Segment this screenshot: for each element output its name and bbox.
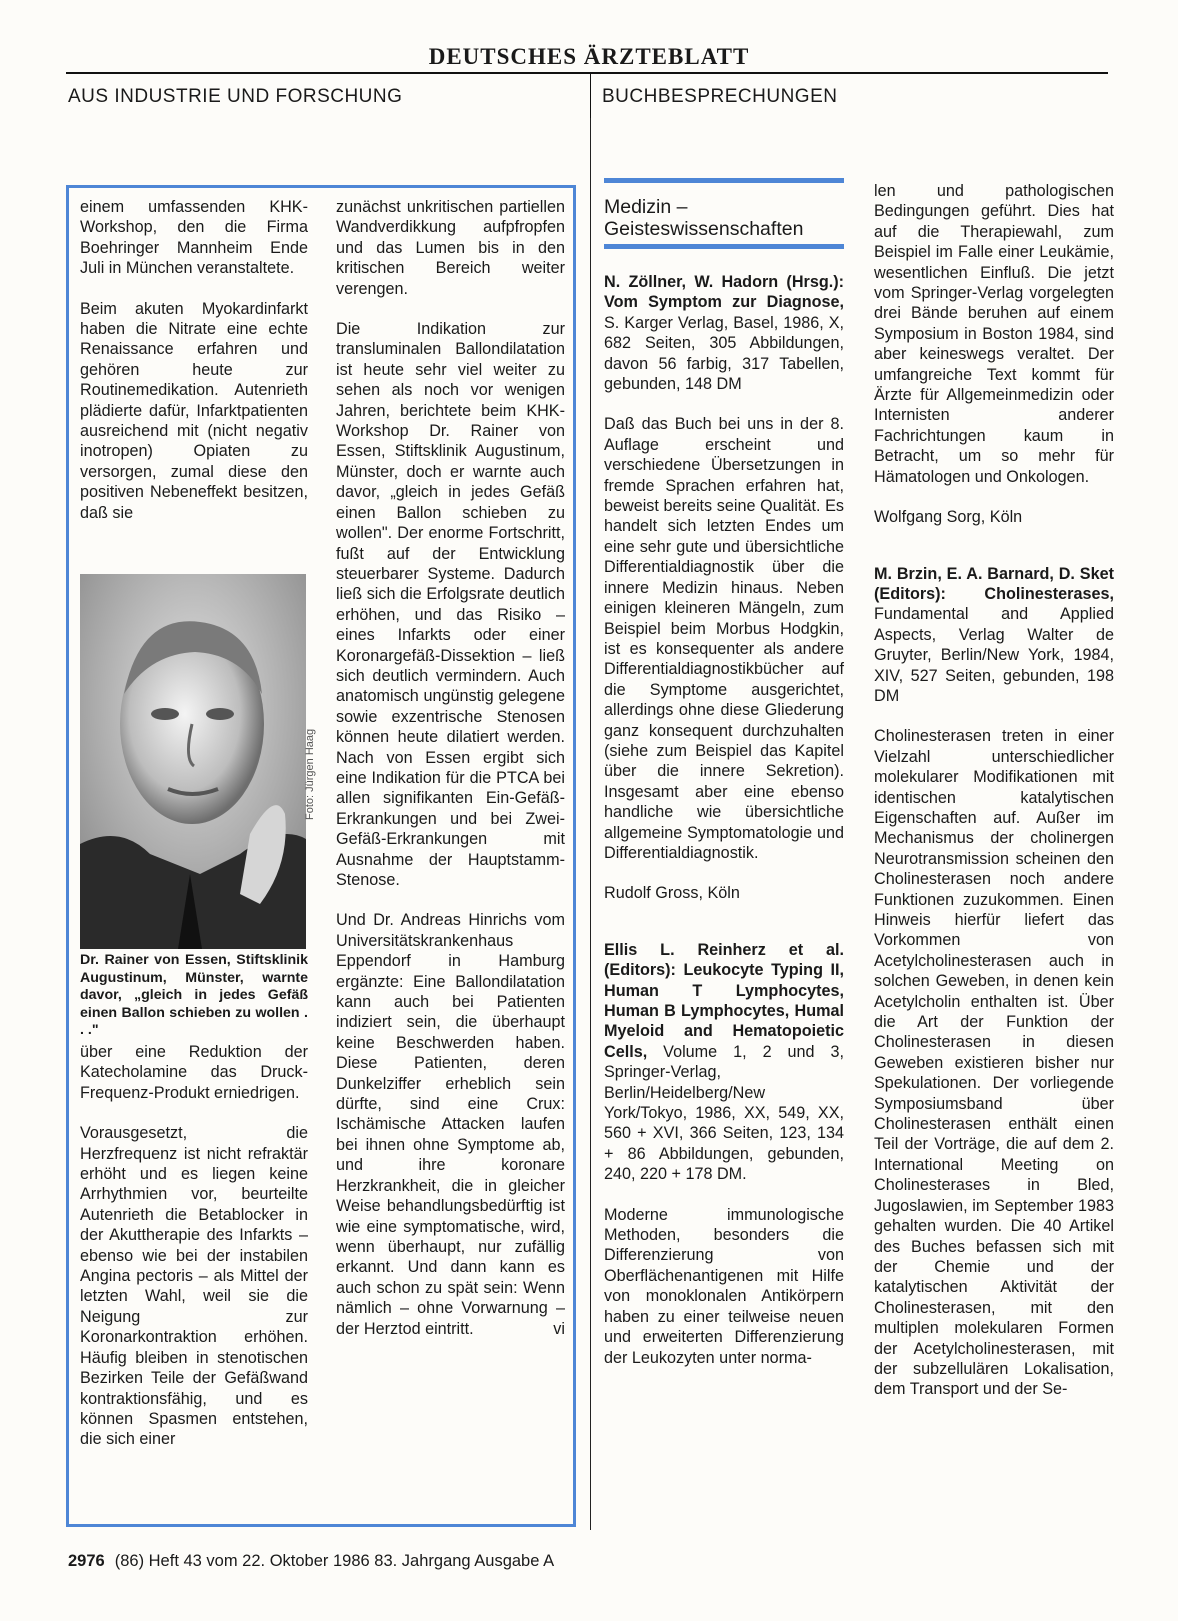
topic-bar-top: [604, 178, 844, 183]
paragraph: Vorausgesetzt, die Herzfrequenz ist nicht refraktär erhöht und es liegen keine Arrhythmien vor, beurteilte Autenrieth die Betablocker in der Akuttherapie des Infarkts – ebenso wie bei der instabilen Angina pectoris – als Mittel der letzten Wahl, weil sie die Neigung zur Koronarkontraktion erhöhen. Häufig bleiben in stenotischen Bezirken Teile der Gefäßwand kontraktionsfähig, und es können Spasmen entstehen, die sich einer: [80, 1124, 308, 1449]
issue-info: (86) Heft 43 vom 22. Oktober 1986 83. Jahrgang Ausgabe A: [114, 1552, 555, 1570]
review-column-4: [874, 181, 1114, 1420]
portrait-photo: [80, 574, 306, 949]
author-signoff: vi: [553, 1319, 565, 1338]
article-column-1-continued: [80, 1042, 308, 1470]
article-column-1: [80, 197, 308, 543]
book-meta: S. Karger Verlag, Basel, 1986, X, 682 Seiten, 305 Abbildungen, davon 56 farbig, 317 Tabellen, gebunden, 148 DM: [604, 313, 844, 394]
topic-heading: Medizin – Geisteswissenschaften: [604, 196, 804, 240]
review-text: len und pathologischen Bedingungen geführt. Dies hat auf die Therapiewahl, zum Beispiel im Falle einer Leukämie, wesentlichen Einfluß. Die jetzt vom Springer-Verlag vorgelegten drei Bände beruhen auf einem Symposium in Boston 1984, sind aber keineswegs veraltet. Der umfangreiche Text kommt für Ärzte für Allgemeinmedizin oder Internisten anderer Fachrichtungen kaum in Betracht, um so mehr für Hämatologen und Onkologen.: [874, 182, 1114, 486]
article-column-2: [336, 197, 565, 1339]
page-number: 2976: [68, 1552, 105, 1570]
section-title-right: BUCHBESPRECHUNGEN: [602, 86, 838, 107]
portrait-image: [80, 574, 306, 949]
header-rule: [66, 72, 1108, 74]
photo-caption: Dr. Rainer von Essen, Stiftsklinik Augustinum, Münster, warnte davor, „gleich in jedes Gefäß einen Ballon schieben zu wollen . . .": [80, 952, 308, 1038]
review-text: Moderne immunologische Methoden, besonders die Differenzierung von Oberflächenantigenen mit Hilfe von monoklonalen Antikörpern haben zu einer teilweise neuen und erweiterten Differenzierung der Leukozyten unter norma-: [604, 1205, 844, 1367]
header-divider: [590, 74, 591, 118]
page-footer: [68, 1552, 554, 1571]
review-text: Daß das Buch bei uns in der 8. Auflage erscheint und verschiedene Übersetzungen in fremde Sprachen erfahren hat, beweist bereits seine Qualität. Es handelt sich letzten Endes um eine sehr gute und übersichtliche Differentialdiagnostik über die innere Medizin hinaus. Neben einigen kleineren Mängeln, zum Beispiel beim Morbus Hodgkin, ist es konsequenter als andere Differentialdiagnostikbücher auf die Symptome ausgerichtet, allerdings ohne diese Gliederung ganz konsequent durchzuhalten (siehe zum Beispiel das Kapitel über die innere Sekretion). Insgesamt aber eine ebenso handliche wie übersichtliche allgemeine Symptomatologie und Differentialdiagnostik.: [604, 415, 844, 862]
book-title: Ellis L. Reinherz et al. (Editors): Leukocyte Typing II, Human T Lymphocytes, Human B Lymphocytes, Humal Myeloid and Hematopoietic Cells,: [604, 940, 844, 1061]
book-title: M. Brzin, E. A. Barnard, D. Sket (Editors): Cholinesterases,: [874, 564, 1114, 603]
book-meta: Volume 1, 2 und 3, Springer-Verlag, Berlin/Heidelberg/New York/Tokyo, 1986, XX, 549, XX, 560 + XVI, 366 Seiten, 123, 134 + 86 Abbildungen, gebunden, 240, 220 + 178 DM.: [604, 1042, 844, 1184]
masthead: DEUTSCHES ÄRZTEBLATT: [428, 44, 750, 69]
paragraph: [336, 910, 565, 1339]
photo-credit: Foto: Jürgen Haag: [304, 728, 316, 820]
book-meta: Fundamental and Applied Aspects, Verlag Walter de Gruyter, Berlin/New York, 1984, XIV, 527 Seiten, gebunden, 198 DM: [874, 605, 1114, 705]
paragraph: über eine Reduktion der Katecholamine das Druck-Frequenz-Produkt erniedrigen.: [80, 1043, 308, 1102]
reviewer: Rudolf Gross, Köln: [604, 884, 740, 903]
book-citation: [604, 940, 844, 1185]
paragraph: zunächst unkritischen partiellen Wandverdikkung aufpfropfen und das Lumen bis in den kritischen Bereich weiter verengen.: [336, 198, 565, 298]
book-citation: [604, 272, 844, 394]
column-divider: [590, 118, 591, 1530]
book-citation: [874, 564, 1114, 707]
paragraph-text: Und Dr. Andreas Hinrichs vom Universitätskrankenhaus Eppendorf in Hamburg ergänzte: Eine Ballondilatation kann auch bei Patienten indiziert sein, die überhaupt keine Beschwerden haben. Diese Patienten, deren Dunkelziffer erheblich sein dürfte, sind eine Crux: Ischämische Attacken laufen bei ihnen ohne Symptome ab, und ihre koronare Herzkrankheit, die in gleicher Weise behandlungsbedürftig ist wie eine symptomatische, wird, wenn überhaupt, nur zufällig erkannt. Und dann kann es auch schon zu spät sein: Wenn nämlich – ohne Vorwarnung – der Herztod eintritt.: [336, 911, 565, 1338]
topic-bar-bottom: [604, 244, 844, 249]
review-column-3: [604, 272, 844, 1388]
section-title-left: AUS INDUSTRIE UND FORSCHUNG: [68, 86, 403, 107]
reviewer: Wolfgang Sorg, Köln: [874, 508, 1023, 527]
paragraph: Die Indikation zur transluminalen Ballondilatation ist heute sehr viel weiter zu sehen als noch vor wenigen Jahren, berichtete beim KHK-Workshop Dr. Rainer von Essen, Stiftsklinik Augustinum, Münster, doch er warnte auch davor, „gleich in jedes Gefäß einen Ballon schieben zu wollen". Der enorme Fortschritt, fußt auf der Entwicklung steuerbarer Systeme. Dadurch ließ sich die Erfolgsrate deutlich erhöhen, und das Risiko – eines Infarkts oder einer Koronargefäß-Dissektion – ließ sich deutlich vermindern. Auch anatomisch ungünstig gelegene sowie exzentrische Stenosen können heute dilatiert werden. Nach von Essen ergibt sich eine Indikation für die PTCA bei allen signifikanten Ein-Gefäß-Erkrankungen und bei Zwei-Gefäß-Erkrankungen mit Ausnahme der Hauptstamm-Stenose.: [336, 320, 565, 889]
paragraph: Beim akuten Myokardinfarkt haben die Nitrate eine echte Renaissance erfahren und gehören heute zur Routinemedikation. Autenrieth plädierte dafür, Infarktpatienten ausreichend mit (nicht negativ inotropen) Opiaten zu versorgen, zumal diese den positiven Nebeneffekt besitzen, daß sie: [80, 299, 308, 522]
review-text: Cholinesterasen treten in einer Vielzahl unterschiedlicher molekularer Modifikationen mit identischen katalytischen Eigenschaften auf. Außer im Mechanismus der cholinergen Neurotransmission scheinen den Cholinesterasen noch andere Funktionen zuzukommen. Einen Hinweis hierfür liefert das Vorkommen von Acetylcholinesterasen auch in solchen Geweben, in denen kein Acetylcholin enthalten ist. Über die Art der Funktion der Cholinesterasen in diesen Geweben existieren bisher nur Spekulationen. Der vorliegende Symposiumsband über Cholinesterasen enthält einen Teil der Vorträge, die auf dem 2. International Meeting on Cholinesterases in Bled, Jugoslawien, im September 1983 gehalten wurden. Die 40 Artikel des Buches befassen sich mit der Chemie und der katalytischen Aktivität der Cholinesterasen, mit den multiplen molekularen Formen der Acetylcholinesterasen, mit der subzellulären Lokalisation, dem Transport und der Se-: [874, 727, 1114, 1399]
paragraph: einem umfassenden KHK-Workshop, den die Firma Boehringer Mannheim Ende Juli in München veranstaltete.: [80, 198, 308, 278]
book-title: N. Zöllner, W. Hadorn (Hrsg.): Vom Symptom zur Diagnose,: [604, 273, 844, 312]
